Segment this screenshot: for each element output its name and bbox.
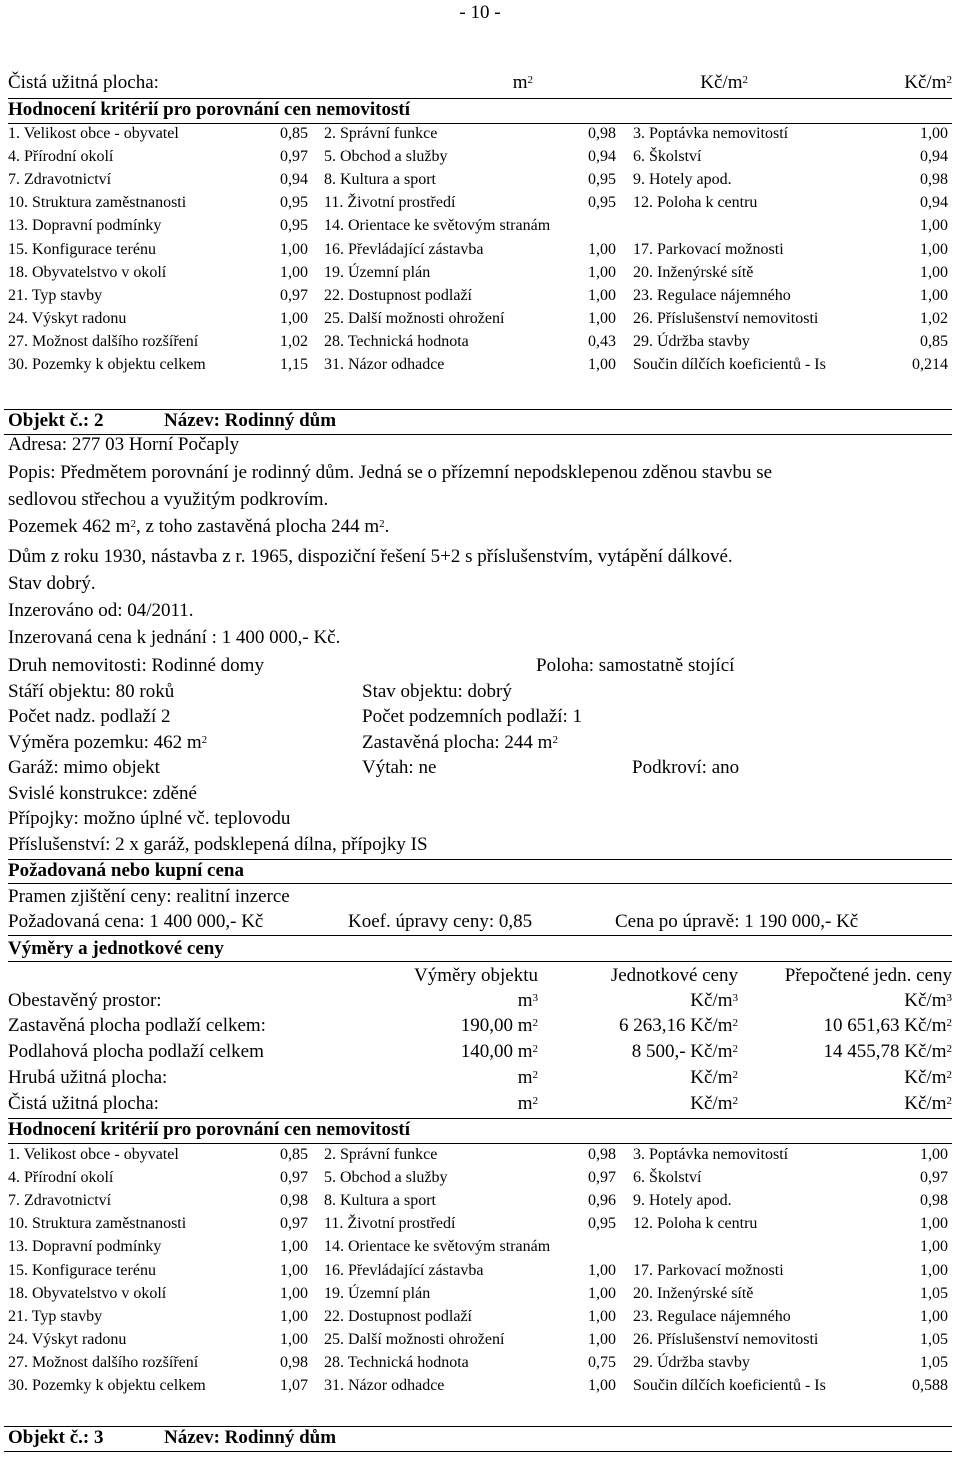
criterion-label: 23. Regulace nájemného xyxy=(633,286,791,304)
measures-prepoc-cena: $Kč/m^2$ xyxy=(904,1067,952,1088)
criterion-label: 7. Zdravotnictví xyxy=(8,171,112,189)
criterion-value: 1,02 xyxy=(920,309,948,327)
garage: Garáž: mimo objekt xyxy=(8,757,160,778)
criterion-value: 1,00 xyxy=(280,1261,308,1279)
criterion-label: 7. Zdravotnictví xyxy=(8,1192,112,1210)
criterion-label: 10. Struktura zaměstnanosti xyxy=(8,194,187,212)
criterion-value: 1,00 xyxy=(920,1238,948,1256)
criteria-row xyxy=(8,124,952,147)
criteria-row xyxy=(8,286,952,309)
garage-row xyxy=(8,757,952,779)
criteria-row xyxy=(8,216,952,239)
criterion-label: 20. Inženýrské sítě xyxy=(633,1284,754,1302)
criterion-label: 1. Velikost obce - obyvatel xyxy=(8,125,179,142)
criterion-value: 1,07 xyxy=(280,1377,308,1394)
criterion-label: 30. Pozemky k objektu celkem xyxy=(8,1377,206,1394)
criterion-value: 1,05 xyxy=(920,1353,948,1371)
measures-vymera: $m^2$ xyxy=(517,1067,538,1088)
criterion-label: 6. Školství xyxy=(633,148,702,166)
criterion-label: 25. Další možnosti ohrožení xyxy=(324,309,505,327)
criterion-value: 0,214 xyxy=(912,356,948,373)
row-label: Čistá užitná plocha: xyxy=(8,72,159,93)
criterion-value: 1,00 xyxy=(920,286,948,304)
description-line-1: Popis: Předmětem porovnání je rodinný dům. Jedná se o přízemní nepodsklepenou zděnou stavbu se xyxy=(8,462,773,483)
criterion-label: 17. Parkovací možnosti xyxy=(633,240,784,258)
price-heading: Požadovaná nebo kupní cena xyxy=(8,859,952,884)
objekt-number-3: Objekt č.: 3 xyxy=(8,1427,104,1448)
criterion-label: 1. Velikost obce - obyvatel xyxy=(8,1146,179,1163)
criterion-label: 31. Názor odhadce xyxy=(324,1377,445,1394)
criterion-label: 15. Konfigurace terénu xyxy=(8,240,156,258)
page-number: - 10 - xyxy=(459,2,501,23)
property-type: Druh nemovitosti: Rodinné domy xyxy=(8,655,264,676)
criterion-value: 0,85 xyxy=(280,1146,308,1163)
criterion-value: 0,95 xyxy=(280,194,308,212)
criterion-label: 9. Hotely apod. xyxy=(633,1192,732,1210)
criterion-value: 1,00 xyxy=(588,356,616,373)
criterion-label: 2. Správní funkce xyxy=(324,125,438,142)
criterion-value: 0,95 xyxy=(280,217,308,235)
criteria-row xyxy=(8,1376,952,1399)
floors-row xyxy=(8,706,952,728)
measures-jedn-cena: $Kč/m^2$ xyxy=(690,1067,738,1088)
measures-row xyxy=(8,1041,952,1065)
criterion-label: 18. Obyvatelstvo v okolí xyxy=(8,263,167,281)
criterion-value: 0,94 xyxy=(920,194,948,212)
criterion-value: 0,97 xyxy=(588,1169,616,1187)
criterion-value: 1,00 xyxy=(280,240,308,258)
criterion-value: 0,94 xyxy=(920,148,948,166)
criterion-value: 1,02 xyxy=(280,332,308,350)
measures-label: Podlahová plocha podlaží celkem xyxy=(8,1041,264,1062)
criterion-label: 2. Správní funkce xyxy=(324,1146,438,1163)
criterion-label: 26. Příslušenství nemovitosti xyxy=(633,1330,819,1348)
requested-price: Požadovaná cena: 1 400 000,- Kč xyxy=(8,911,264,932)
criterion-label: 29. Údržba stavby xyxy=(633,332,750,350)
criterion-value: 0,75 xyxy=(588,1353,616,1371)
measures-prepoc-cena: $Kč/m^3$ xyxy=(904,990,952,1011)
age-row xyxy=(8,681,952,703)
criterion-label: 24. Výskyt radonu xyxy=(8,309,127,327)
floors-below: Počet podzemních podlaží: 1 xyxy=(362,706,583,727)
criterion-label: 27. Možnost dalšího rozšíření xyxy=(8,332,199,350)
criterion-label: 19. Územní plán xyxy=(324,1284,431,1302)
col-vymery: Výměry objektu xyxy=(413,965,538,986)
criterion-label: 18. Obyvatelstvo v okolí xyxy=(8,1284,167,1302)
criterion-label: 19. Územní plán xyxy=(324,263,431,281)
criterion-label: 30. Pozemky k objektu celkem xyxy=(8,356,206,373)
criterion-label: 16. Převládající zástavba xyxy=(324,240,484,258)
criterion-value: 1,00 xyxy=(280,1238,308,1256)
criterion-value: 0,95 xyxy=(588,194,616,212)
measures-jedn-cena: $Kč/m^3$ xyxy=(690,990,738,1011)
criterion-value: 1,00 xyxy=(588,1377,616,1394)
criterion-label: 9. Hotely apod. xyxy=(633,171,732,189)
measures-row xyxy=(8,1067,952,1091)
criteria-row xyxy=(8,1145,952,1168)
measures-label: Obestavěný prostor: xyxy=(8,990,162,1011)
criterion-value: 0,98 xyxy=(280,1353,308,1371)
criterion-label: 31. Názor odhadce xyxy=(324,356,445,373)
house-info: Dům z roku 1930, nástavba z r. 1965, dispoziční řešení 5+2 s příslušenstvím, vytápění dálkové. xyxy=(8,546,733,567)
criterion-value: 0,98 xyxy=(588,1146,616,1163)
adjusted-price: Cena po úpravě: 1 190 000,- Kč xyxy=(615,911,859,932)
criterion-label: 11. Životní prostředí xyxy=(324,194,456,212)
criteria-row xyxy=(8,1353,952,1376)
criteria-row xyxy=(8,332,952,355)
areas-row xyxy=(8,732,952,754)
price-source: Pramen zjištění ceny: realitní inzerce xyxy=(8,886,290,907)
criterion-value: 1,00 xyxy=(920,1261,948,1279)
measures-jedn-cena: $Kč/m^2$ xyxy=(690,1093,738,1114)
criterion-label: 17. Parkovací možnosti xyxy=(633,1261,784,1279)
measures-prepoc-cena: 14 455,78 $Kč/m^2$ xyxy=(823,1041,952,1062)
criterion-value: 1,00 xyxy=(280,263,308,281)
object-header-3 xyxy=(4,1426,952,1452)
criterion-value: 0,98 xyxy=(920,1192,948,1210)
criterion-label: 10. Struktura zaměstnanosti xyxy=(8,1215,187,1233)
measures-prepoc-cena: 10 651,63 $Kč/m^2$ xyxy=(823,1015,952,1036)
criteria-row xyxy=(8,170,952,193)
criterion-value: 0,98 xyxy=(588,125,616,142)
address: Adresa: 277 03 Horní Počaply xyxy=(8,434,240,455)
criterion-value: 0,85 xyxy=(920,332,948,350)
criterion-label: 28. Technická hodnota xyxy=(324,332,469,350)
listed-since: Inzerováno od: 04/2011. xyxy=(8,600,194,621)
criterion-label: 29. Údržba stavby xyxy=(633,1353,750,1371)
price-row xyxy=(8,911,952,936)
building-state: Stav objektu: dobrý xyxy=(362,681,512,702)
criterion-value: 1,00 xyxy=(588,1307,616,1325)
criterion-label: 12. Poloha k centru xyxy=(633,194,758,212)
col-prepoctene: Přepočtené jedn. ceny xyxy=(784,965,952,986)
criterion-value: 1,00 xyxy=(920,1307,948,1325)
criterion-value: 1,00 xyxy=(920,240,948,258)
criterion-value: 1,00 xyxy=(920,217,948,235)
measures-heading: Výměry a jednotkové ceny xyxy=(8,938,952,962)
measures-label: Hrubá užitná plocha: xyxy=(8,1067,168,1088)
land-area: Pozemek 462 $m^2$, z toho zastavěná plocha 244 $m^2$. xyxy=(8,516,390,537)
criterion-value: 0,43 xyxy=(588,332,616,350)
measures-vymera: $m^2$ xyxy=(517,1093,538,1114)
criteria-row xyxy=(8,1191,952,1214)
criterion-value: 1,05 xyxy=(920,1330,948,1348)
objekt-name: Název: Rodinný dům xyxy=(164,410,337,431)
criterion-label: 27. Možnost dalšího rozšíření xyxy=(8,1353,199,1371)
description-line-2: sedlovou střechou a využitým podkrovím. xyxy=(8,489,329,510)
criterion-value: 0,97 xyxy=(280,286,308,304)
criterion-value: 0,85 xyxy=(280,125,308,142)
criteria-row xyxy=(8,1214,952,1237)
unit-m2: $m^2$ xyxy=(512,72,533,93)
criterion-value: 0,97 xyxy=(280,1169,308,1187)
criterion-label: 4. Přírodní okolí xyxy=(8,1169,114,1187)
criterion-label: 3. Poptávka nemovitostí xyxy=(633,125,789,142)
criterion-label: Součin dílčích koeficientů - Is xyxy=(633,356,826,373)
criterion-value: 1,00 xyxy=(280,1330,308,1348)
criterion-value: 1,00 xyxy=(280,1307,308,1325)
criterion-value: 1,00 xyxy=(280,1284,308,1302)
criterion-label: 8. Kultura a sport xyxy=(324,1192,436,1210)
built-area: Zastavěná plocha: 244 $m^2$ xyxy=(362,732,558,753)
criterion-label: 14. Orientace ke světovým stranám xyxy=(324,217,551,235)
criterion-value: 1,00 xyxy=(920,1215,948,1233)
criterion-value: 0,94 xyxy=(588,148,616,166)
criterion-value: 0,98 xyxy=(280,1192,308,1210)
criterion-label: 4. Přírodní okolí xyxy=(8,148,114,166)
criterion-value: 0,96 xyxy=(588,1192,616,1210)
criterion-value: 1,00 xyxy=(920,263,948,281)
measures-jedn-cena: 6 263,16 $Kč/m^2$ xyxy=(619,1015,738,1036)
measures-label: Čistá užitná plocha: xyxy=(8,1093,159,1114)
criterion-label: 25. Další možnosti ohrožení xyxy=(324,1330,505,1348)
criterion-label: 22. Dostupnost podlaží xyxy=(324,1307,472,1325)
accessories: Příslušenství: 2 x garáž, podsklepená dílna, přípojky IS xyxy=(8,834,428,855)
walls: Svislé konstrukce: zděné xyxy=(8,783,197,804)
plot-area: Výměra pozemku: 462 $m^2$ xyxy=(8,732,208,753)
criteria-row xyxy=(8,147,952,170)
unit-kc: $Kč/m^2$ xyxy=(700,72,748,93)
measures-vymera: $m^3$ xyxy=(517,990,538,1011)
unit-kc-prepoc: $Kč/m^2$ xyxy=(904,72,952,93)
measures-row xyxy=(8,990,952,1014)
criterion-value: 1,00 xyxy=(920,1146,948,1163)
criterion-value: 1,00 xyxy=(280,309,308,327)
criterion-label: 21. Typ stavby xyxy=(8,286,103,304)
criterion-value: 1,00 xyxy=(920,125,948,142)
criterion-label: 5. Obchod a služby xyxy=(324,1169,448,1187)
criteria-row xyxy=(8,1237,952,1260)
criterion-value: 1,00 xyxy=(588,1261,616,1279)
criterion-label: 6. Školství xyxy=(633,1169,702,1187)
criterion-label: 23. Regulace nájemného xyxy=(633,1307,791,1325)
state: Stav dobrý. xyxy=(8,573,96,594)
cista-uzitna-plocha-row xyxy=(8,72,952,96)
measures-vymera: 140,00 $m^2$ xyxy=(460,1041,538,1062)
criterion-value: 0,95 xyxy=(588,1215,616,1233)
measures-vymera: 190,00 $m^2$ xyxy=(460,1015,538,1036)
criterion-value: 0,95 xyxy=(588,171,616,189)
asking-price: Inzerovaná cena k jednání : 1 400 000,- Kč. xyxy=(8,627,341,648)
building-age: Stáří objektu: 80 roků xyxy=(8,681,175,702)
criteria-row xyxy=(8,309,952,332)
col-jednotkove: Jednotkové ceny xyxy=(610,965,738,986)
criterion-value: 0,588 xyxy=(912,1377,948,1394)
measures-jedn-cena: 8 500,- $Kč/m^2$ xyxy=(631,1041,738,1062)
criterion-label: 22. Dostupnost podlaží xyxy=(324,286,472,304)
criteria-row xyxy=(8,1261,952,1284)
criteria-row xyxy=(8,1330,952,1353)
elevator: Výtah: ne xyxy=(362,757,437,778)
criterion-label: 11. Životní prostředí xyxy=(324,1215,456,1233)
criterion-value: 1,00 xyxy=(588,240,616,258)
criterion-label: 14. Orientace ke světovým stranám xyxy=(324,1238,551,1256)
criterion-value: 1,15 xyxy=(280,356,308,373)
criterion-label: 20. Inženýrské sítě xyxy=(633,263,754,281)
price-coef: Koef. úpravy ceny: 0,85 xyxy=(348,911,533,932)
criteria-row xyxy=(8,355,952,378)
criterion-value: 1,00 xyxy=(588,1330,616,1348)
object-header xyxy=(4,409,952,435)
criterion-value: 1,00 xyxy=(588,286,616,304)
criteria-row xyxy=(8,1168,952,1191)
criteria-row xyxy=(8,263,952,286)
criterion-label: 15. Konfigurace terénu xyxy=(8,1261,156,1279)
floors-above: Počet nadz. podlaží 2 xyxy=(8,706,171,727)
criteria-row xyxy=(8,240,952,263)
criterion-label: 28. Technická hodnota xyxy=(324,1353,469,1371)
criterion-value: 0,97 xyxy=(280,148,308,166)
criterion-label: Součin dílčích koeficientů - Is xyxy=(633,1377,826,1394)
criterion-label: 3. Poptávka nemovitostí xyxy=(633,1146,789,1163)
attic: Podkroví: ano xyxy=(632,757,740,778)
objekt-name-3: Název: Rodinný dům xyxy=(164,1427,337,1448)
criterion-value: 0,94 xyxy=(280,171,308,189)
criterion-label: 13. Dopravní podmínky xyxy=(8,1238,162,1256)
criterion-label: 16. Převládající zástavba xyxy=(324,1261,484,1279)
criteria-heading: Hodnocení kritérií pro porovnání cen nemovitostí xyxy=(8,98,952,124)
criterion-value: 0,97 xyxy=(920,1169,948,1187)
criteria-row xyxy=(8,1307,952,1330)
measures-row xyxy=(8,1015,952,1039)
criterion-label: 26. Příslušenství nemovitosti xyxy=(633,309,819,327)
criterion-value: 1,00 xyxy=(588,1284,616,1302)
location-type: Poloha: samostatně stojící xyxy=(536,655,735,676)
criteria-row xyxy=(8,1284,952,1307)
criterion-value: 0,98 xyxy=(920,171,948,189)
measures-prepoc-cena: $Kč/m^2$ xyxy=(904,1093,952,1114)
criterion-label: 12. Poloha k centru xyxy=(633,1215,758,1233)
criteria-row xyxy=(8,193,952,216)
criterion-value: 1,05 xyxy=(920,1284,948,1302)
criterion-label: 24. Výskyt radonu xyxy=(8,1330,127,1348)
criterion-value: 1,00 xyxy=(588,263,616,281)
criterion-label: 8. Kultura a sport xyxy=(324,171,436,189)
measures-label: Zastavěná plocha podlaží celkem: xyxy=(8,1015,266,1036)
criterion-label: 13. Dopravní podmínky xyxy=(8,217,162,235)
criterion-label: 21. Typ stavby xyxy=(8,1307,103,1325)
criterion-value: 0,97 xyxy=(280,1215,308,1233)
measures-row xyxy=(8,1093,952,1117)
criteria-heading-2: Hodnocení kritérií pro porovnání cen nemovitostí xyxy=(8,1118,952,1144)
objekt-number: Objekt č.: 2 xyxy=(8,410,104,431)
connections: Přípojky: možno úplné vč. teplovodu xyxy=(8,808,291,829)
criterion-value: 1,00 xyxy=(588,309,616,327)
criterion-label: 5. Obchod a služby xyxy=(324,148,448,166)
property-type-row xyxy=(8,655,952,677)
